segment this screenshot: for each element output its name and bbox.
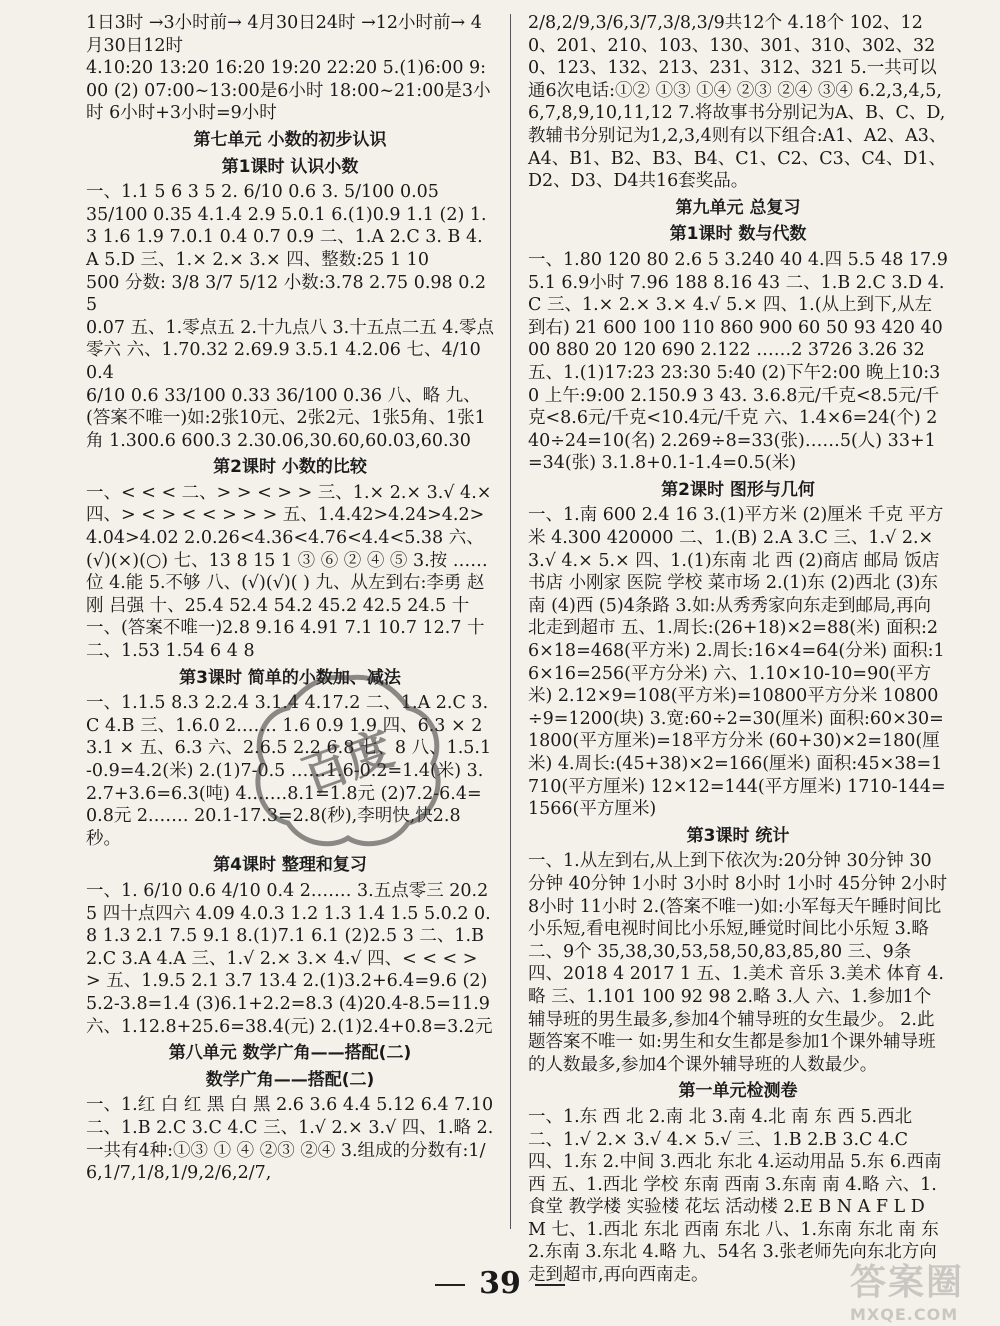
section-heading: 第2课时 图形与几何: [661, 479, 815, 500]
answer-paragraph: 500 分数: 3/8 3/7 5/12 小数:3.78 2.75 0.98 0.25: [86, 272, 487, 316]
answer-paragraph: 一、1. 6/10 0.6 4/10 0.4 2.…… 3.五点零三 20.25 四十点四六 4.09 4.0.3 1.2 1.3 1.4 1.5 5.0.2 0.8 1.3 2.1 7.5 9.1 8.(1)7.1 6.1 (2)2.5 3 二、1.B 2.C 3.A 4.A 三、1.√ 2.× 3.× 4.√ 四、< < < > > 五、1.9.5 2.1 3.7 13.4 2.(1)3.2+6.4=9.6 (2)5.2-3.8=1.4 (3)6.1+2.2=8.3 (4)20.4-8.5=11.9 六、1.12.8+25.6=38.4(元) 2.(1)2.4+0.8=3.2元: [86, 880, 493, 1037]
page-number: 39: [479, 1266, 521, 1301]
column-divider: [510, 14, 511, 1229]
section-heading: 第八单元 数学广角——搭配(二): [168, 1043, 412, 1064]
watermark-logo: [850, 1254, 990, 1324]
watermark-line2: MXQE.COM: [850, 1305, 959, 1324]
section-heading: 第3课时 简单的小数加、减法: [179, 667, 401, 688]
section-heading: 第3课时 统计: [686, 825, 790, 846]
answer-paragraph: 2/8,2/9,3/6,3/7,3/8,3/9共12个 4.18个 102、120、201、210、103、130、301、310、302、320、123、132、213、231、312、321 5.一共可以通6次电话:①② ①③ ①④ ②③ ②④ ③④ 6.2,3,4,5,6,7,8,9,10,11,12 7.将故事书分别记为A、B、C、D,教辅书分别记为1,2,3,4则有以下组合:A1、A2、A3、A4、B1、B2、B3、B4、C1、C2、C3、C4、D1、D2、D3、D4共16套奖品。: [528, 13, 947, 192]
section-heading: 第4课时 整理和复习: [213, 855, 367, 876]
answer-paragraph: 一、1.80 120 80 2.6 5 3.240 40 4.四 5.5 48 17.9 5.1 6.9小时 7.96 188 8.16 43 二、1.B 2.C 3.D 4.C 三、1.× 2.× 3.× 4.√ 5.× 四、1.(从上到下,从左到右) 21 600 100 110 860 900 60 50 93 420 4000 880 20 120 690 2.122 ……2 3726 3.26 32 五、1.(1)17:23 23:30 5:40 (2)下午2:00 晚上10:30 上午:9:00 2.150.9 3 43. 3.6.8元/千克<8.5元/千克<8.6元/千克<10.4元/千克 六、1.4×6=24(个) 240÷24=10(名) 2.269÷8=33(张)……5(人) 33+1=34(张) 3.1.8+0.1-1.4=0.5(米): [528, 249, 948, 474]
answer-paragraph: 6/10 0.6 33/100 0.33 36/100 0.36 八、略 九、(答案不唯一)如:2张10元、2张2元、1张5角、1张1角 1.300.6 600.3 2.30.06,30.60,60.03,60.30: [86, 385, 486, 451]
answer-paragraph: 一、1.从左到右,从上到下依次为:20分钟 30分钟 30分钟 40分钟 1小时 3小时 8小时 1小时 45分钟 2小时 8小时 11小时 2.(答案不唯一)如:小军每天午睡时间比小乐短,看电视时间比小乐短,睡觉时间比小乐短 3.略 二、9个 35,38,30,53,58,50,83,85,80 三、9条 四、2018 4 2017 1 五、1.美术 音乐 3.美术 体育 4.略 三、1.101 100 92 98 2.略 3.人 六、1.参加1个辅导班的男生最多,参加4个辅导班的女生最少。 2.此题答案不唯一 如:男生和女生都是参加1个课外辅导班的人数最多,参加4个课外辅导班的人数最少。: [528, 851, 948, 1075]
answer-paragraph: 一、1.1 5 6 3 5 2. 6/10 0.6 3. 5/100 0.05: [86, 182, 439, 203]
left-column: [86, 12, 494, 1185]
answer-paragraph: 4.10:20 13:20 16:20 19:20 22:20 5.(1)6:00 9:00 (2) 07:00~13:00是6小时 18:00~21:00是3小时 6小时+3小时=9小时: [86, 58, 491, 124]
answer-paragraph: 35/100 0.35 4.1.4 2.9 5.0.1 6.(1)0.9 1.1 (2) 1.3 1.6 1.9 7.0.1 0.4 0.7 0.9 二、1.A 2.C 3. B 4.A 5.D 三、1.× 2.× 3.× 四、整数:25 1 10: [86, 204, 487, 270]
answer-paragraph: 一、1.南 600 2.4 16 3.(1)平方米 (2)厘米 千克 平方米 4.300 420000 二、1.(B) 2.A 3.C 三、1.√ 2.× 3.√ 4.× 5.× 四、1.(1)东南 北 西 (2)商店 邮局 饭店 书店 小刚家 医院 学校 菜市场 2.(1)东 (2)西北 (3)东南 (4)西 (5)4条路 3.如:从秀秀家向东走到邮局,再向北走到超市 五、1.周长:(26+18)×2=88(米) 面积:26×18=468(平方米) 2.周长:16×4=64(分米) 面积:16×16=256(平方分米) 六、1.10×10-10=90(平方米) 2.12×9=108(平方米)=10800平方分米 10800÷9=1200(块) 3.宽:60÷2=30(厘米) 面积:60×30=1800(平方厘米)=18平方分米 (60+30)×2=180(厘米) 4.周长:(45+38)×2=166(厘米) 面积:45×38=1710(平方厘米) 12×12=144(平方厘米) 1710-144=1566(平方厘米): [528, 505, 946, 820]
seal-stamp: [248, 668, 448, 850]
section-heading: 第2课时 小数的比较: [213, 457, 367, 478]
answer-paragraph: 0.07 五、1.零点五 2.十九点八 3.十五点二五 4.零点零六 六、1.70.32 2.69.9 3.5.1 4.2.06 七、4/10 0.4: [86, 317, 495, 383]
right-column: [528, 12, 948, 1287]
section-heading: 第九单元 总复习: [675, 197, 801, 218]
answer-paragraph: 一、1.红 白 红 黑 白 黑 2.6 3.6 4.4 5.12 6.4 7.10 二、1.B 2.C 3.C 4.C 三、1.√ 2.× 3.√ 四、1.略 2.一共有4种:①③ ① ④ ②③ ②④ 3.组成的分数有:1/6,1/7,1/8,1/9,2/6,2/7,: [86, 1095, 494, 1184]
section-heading: 数学广角——搭配(二): [205, 1069, 375, 1090]
watermark-line1: 答案圈: [850, 1262, 965, 1303]
answer-paragraph: 一、1.东 西 北 2.南 北 3.南 4.北 南 东 西 5.西北 二、1.√ 2.× 3.√ 4.× 5.√ 三、1.B 2.B 3.C 4.C 四、1.东 2.中间 3.西北 东北 4.运动用品 5.东 6.西南 西 五、1.西北 学校 东南 西南 3.东南 南 4.略 六、1.食堂 教学楼 实验楼 花坛 活动楼 2.E B N A F L D M 七、1.西北 东北 西南 东北 八、1.东南 东北 南 东 2.东南 3.东北 4.略 九、54名 3.张老师先向东北方向走到超市,再向西南走。: [528, 1106, 942, 1286]
section-heading: 第一单元检测卷: [678, 1081, 798, 1102]
answer-paragraph: 一、< < < 二、> > < > > 三、1.× 2.× 3.√ 4.× 四、> < > < < > > > 五、1.4.42>4.24>4.2>4.04>4.02 2.0.26<4.36<4.76<4.4<5.38 六、(√)(×)(○) 七、13 8 15 1 ③ ⑥ ② ④ ⑤ 3.按 ……位 4.能 5.不够 八、(√)(√)( ) 九、从左到右:李勇 赵刚 吕强 十、25.4 52.4 54.2 45.2 42.5 24.5 十一、(答案不唯一)2.8 9.16 4.91 7.1 10.7 12.7 十二、1.53 1.54 6 4 8: [86, 482, 492, 662]
svg-text:百度: 百度: [295, 720, 401, 804]
footer-dash-right: [535, 1284, 565, 1286]
answer-paragraph: 1日3时 →3小时前→ 4月30日24时 →12小时前→ 4月30日12时: [86, 13, 482, 56]
section-heading: 第1课时 认识小数: [221, 156, 359, 177]
section-heading: 第七单元 小数的初步认识: [193, 129, 387, 150]
answer-paragraph: 一、1.1.5 8.3 2.2.4 3.1.4 4.17.2 二、1.A 2.C 3.C 4.B 三、1.6.0 2.…… 1.6 0.9 1.9 四、6.3 × 23.1 × 五、6.3 六、2.6.5 2.2 6.8 七、8 八、1.5.1-0.9=4.2(米) 2.(1)7-0.5 ……1.6-0.2=1.4(米) 3.2.7+3.6=6.3(吨) 4.……8.1=1.8元 (2)7.2-6.4=0.8元 2.…… 20.1-17.3=2.8(秒),李明快,快2.8秒。: [86, 693, 492, 849]
footer-dash-left: [435, 1284, 465, 1286]
section-heading: 第1课时 数与代数: [669, 224, 807, 245]
